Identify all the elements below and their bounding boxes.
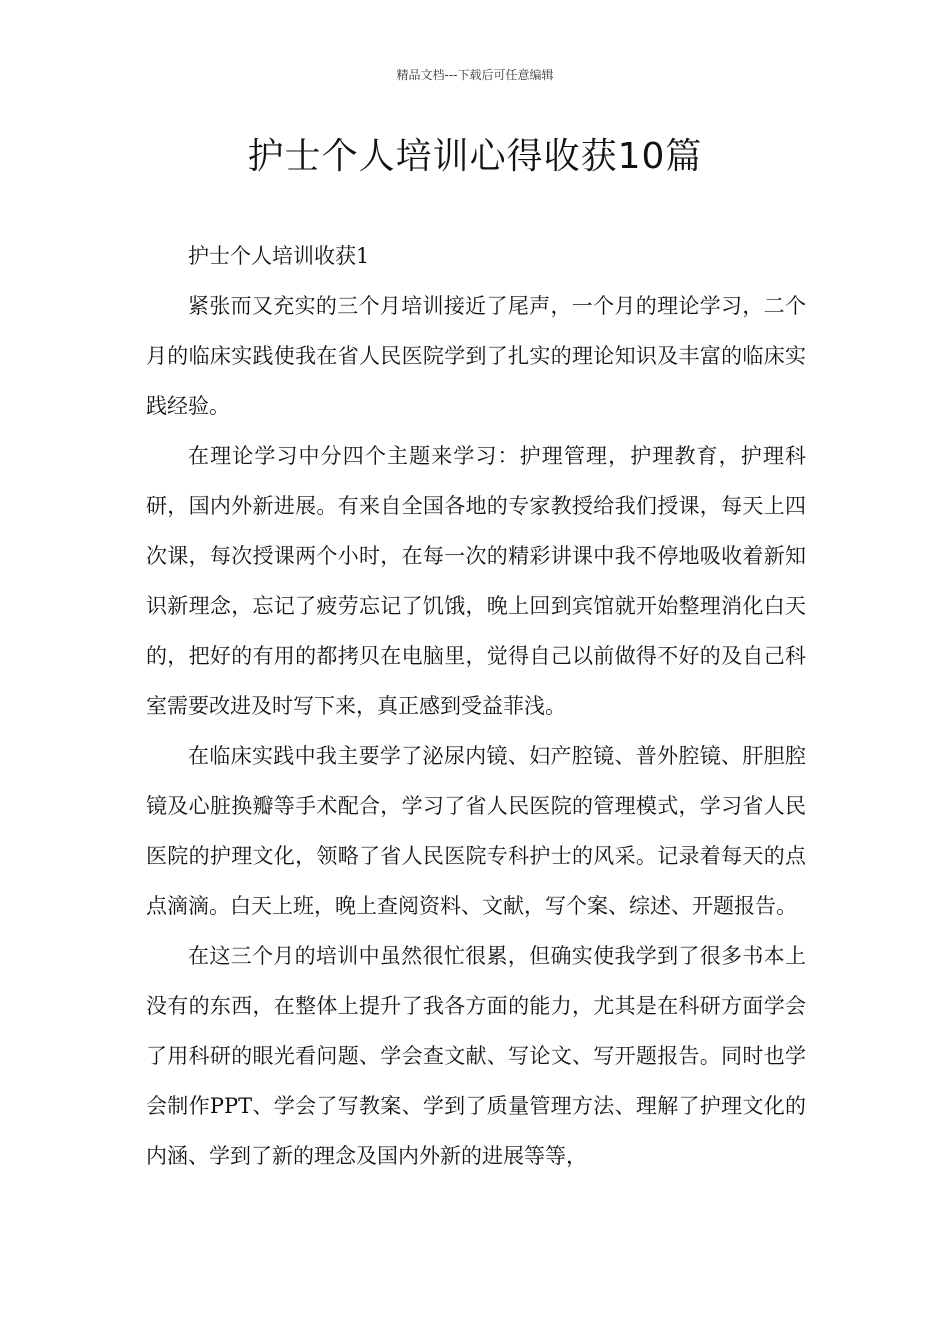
document-title: 护士个人培训心得收获10篇 bbox=[247, 136, 703, 177]
header-note: 精品文档---下载后可任意编辑 bbox=[396, 68, 554, 82]
section-heading: 护士个人培训收获1 bbox=[188, 244, 370, 268]
paragraph: 在这三个月的培训中虽然很忙很累，但确实使我学到了很多书本上没有的东西，在整体上提升了我各方面的能力，尤其是在科研方面学会了用科研的眼光看问题、学会查文献、写论文、写开题报告。同时也学会制作PPT、学会了写教案、学到了质量管理方法、理解了护理文化的内涵、学到了新的理念及国内外新的进展等等， bbox=[146, 944, 806, 1168]
document-body bbox=[146, 231, 806, 1181]
paragraph: 在临床实践中我主要学了泌尿内镜、妇产腔镜、普外腔镜、肝胆腔镜及心脏换瓣等手术配合，学习了省人民医院的管理模式，学习省人民医院的护理文化，领略了省人民医院专科护士的风采。记录着每天的点点滴滴。白天上班，晚上查阅资料、文献，写个案、综述、开题报告。 bbox=[146, 744, 806, 918]
paragraph: 紧张而又充实的三个月培训接近了尾声，一个月的理论学习，二个月的临床实践使我在省人民医院学到了扎实的理论知识及丰富的临床实践经验。 bbox=[146, 294, 806, 418]
paragraph: 在理论学习中分四个主题来学习：护理管理，护理教育，护理科研，国内外新进展。有来自全国各地的专家教授给我们授课，每天上四次课，每次授课两个小时，在每一次的精彩讲课中我不停地吸收着新知识新理念，忘记了疲劳忘记了饥饿，晚上回到宾馆就开始整理消化白天的，把好的有用的都拷贝在电脑里，觉得自己以前做得不好的及自己科室需要改进及时写下来，真正感到受益菲浅。 bbox=[146, 444, 806, 718]
